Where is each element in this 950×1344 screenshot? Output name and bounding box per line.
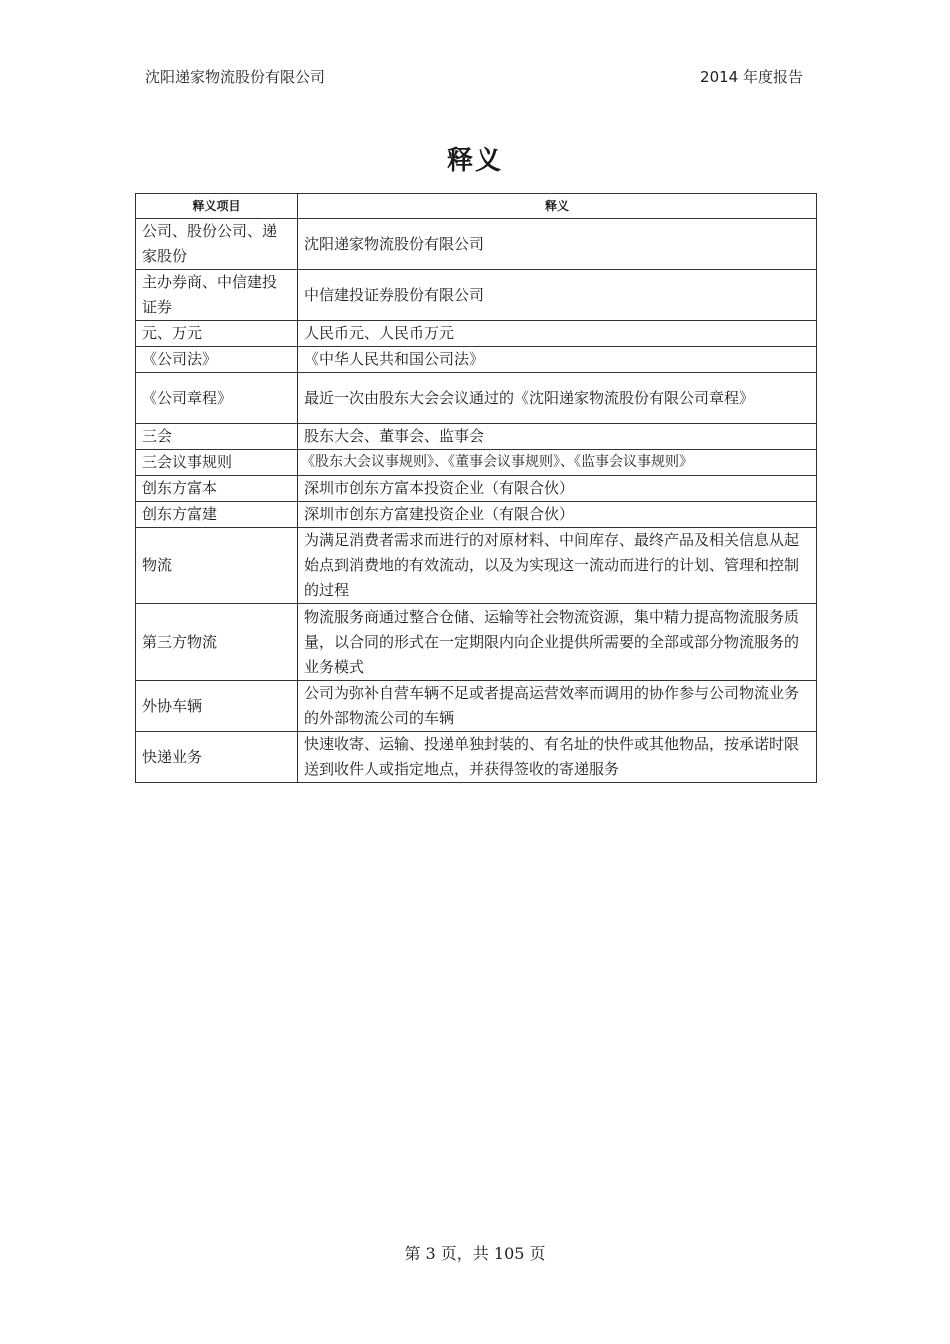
term-cell: 快递业务 <box>136 732 298 783</box>
table-row <box>136 450 817 476</box>
term-cell: 公司、股份公司、递家股份 <box>136 219 298 270</box>
table-row <box>136 732 817 783</box>
table-row <box>136 681 817 732</box>
definition-cell: 深圳市创东方富建投资企业（有限合伙） <box>298 502 817 528</box>
page-title: 释义 <box>446 146 503 176</box>
term-cell: 《公司章程》 <box>136 373 298 424</box>
header-report: 2014 年度报告 <box>700 68 803 86</box>
definition-cell: 股东大会、董事会、监事会 <box>298 424 817 450</box>
definition-cell: 《股东大会议事规则》、《董事会议事规则》、《监事会议事规则》 <box>298 450 817 476</box>
definition-cell: 快速收寄、运输、投递单独封装的、有名址的快件或其他物品，按承诺时限送到收件人或指定地点，并获得签收的寄递服务 <box>298 732 817 783</box>
header-definition: 释义 <box>298 194 817 219</box>
term-cell: 元、万元 <box>136 321 298 347</box>
table-row <box>136 502 817 528</box>
table-row <box>136 347 817 373</box>
definition-cell: 物流服务商通过整合仓储、运输等社会物流资源，集中精力提高物流服务质量，以合同的形式在一定期限内向企业提供所需要的全部或部分物流服务的业务模式 <box>298 604 817 681</box>
table-row <box>136 424 817 450</box>
term-cell: 创东方富建 <box>136 502 298 528</box>
table-row <box>136 373 817 424</box>
table-row <box>136 476 817 502</box>
term-cell: 第三方物流 <box>136 604 298 681</box>
page-header <box>145 66 803 87</box>
definition-cell: 沈阳递家物流股份有限公司 <box>298 219 817 270</box>
definitions-table <box>135 193 817 783</box>
table-row <box>136 270 817 321</box>
header-term: 释义项目 <box>136 194 298 219</box>
definition-cell: 人民币元、人民币万元 <box>298 321 817 347</box>
term-cell: 主办券商、中信建投证券 <box>136 270 298 321</box>
term-cell: 创东方富本 <box>136 476 298 502</box>
definition-cell: 为满足消费者需求而进行的对原材料、中间库存、最终产品及相关信息从起始点到消费地的有效流动，以及为实现这一流动而进行的计划、管理和控制的过程 <box>298 528 817 604</box>
definition-cell: 《中华人民共和国公司法》 <box>298 347 817 373</box>
table-row <box>136 528 817 604</box>
term-cell: 《公司法》 <box>136 347 298 373</box>
term-cell: 外协车辆 <box>136 681 298 732</box>
definition-cell: 中信建投证券股份有限公司 <box>298 270 817 321</box>
page-footer: 第 3 页，共 105 页 <box>404 1244 546 1263</box>
definition-cell: 最近一次由股东大会会议通过的《沈阳递家物流股份有限公司章程》 <box>298 373 817 424</box>
term-cell: 三会 <box>136 424 298 450</box>
term-cell: 物流 <box>136 528 298 604</box>
table-header-row <box>136 194 817 219</box>
term-cell: 三会议事规则 <box>136 450 298 476</box>
definition-cell: 深圳市创东方富本投资企业（有限合伙） <box>298 476 817 502</box>
table-row <box>136 604 817 681</box>
header-company: 沈阳递家物流股份有限公司 <box>145 68 326 86</box>
definition-cell: 公司为弥补自营车辆不足或者提高运营效率而调用的协作参与公司物流业务的外部物流公司的车辆 <box>298 681 817 732</box>
table-row <box>136 219 817 270</box>
table-row <box>136 321 817 347</box>
